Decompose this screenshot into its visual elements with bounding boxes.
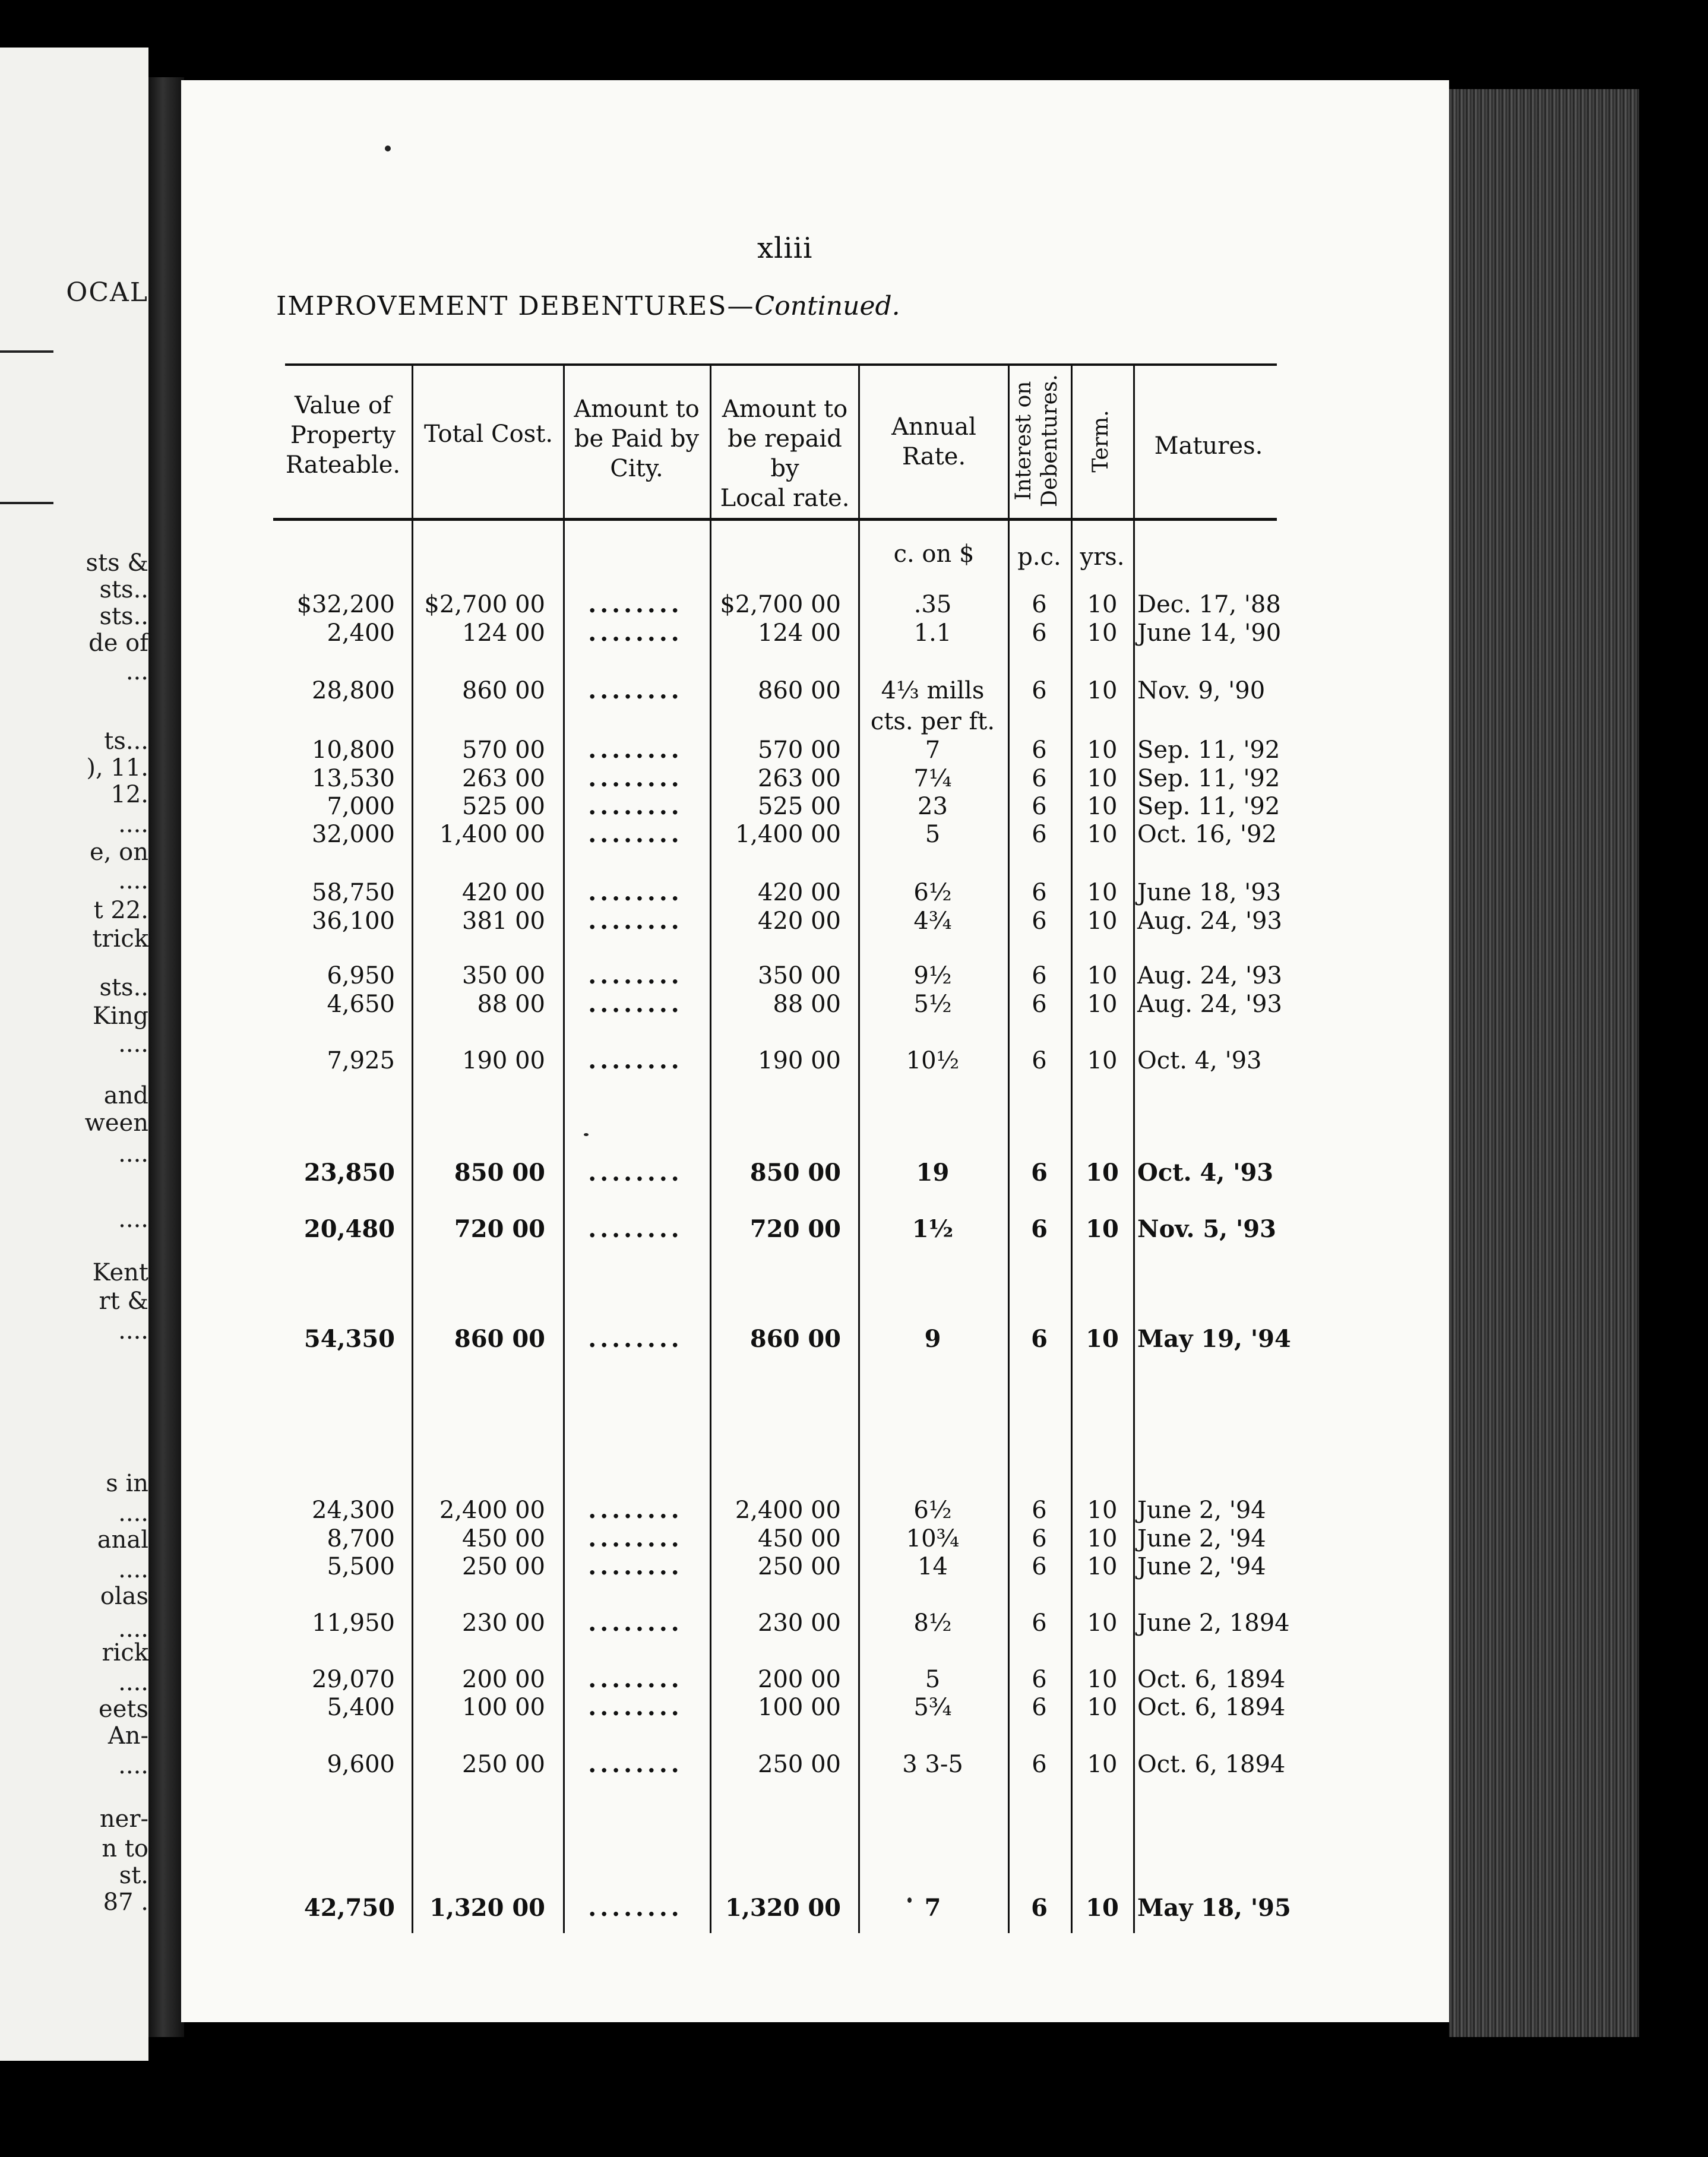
cell-total: 525 00 — [462, 793, 545, 820]
cell-local: 88 00 — [773, 991, 841, 1018]
cell-term: 10 — [1087, 677, 1118, 704]
cell-interest: 6 — [1032, 1694, 1047, 1721]
cell-local: 350 00 — [758, 962, 841, 989]
header-total-line: Total Cost. — [423, 420, 553, 448]
cell-local: 860 00 — [749, 1325, 841, 1353]
cell-total: 381 00 — [462, 907, 545, 935]
cell-interest: 6 — [1031, 1215, 1048, 1243]
cell-total: 350 00 — [462, 962, 545, 989]
cell-total: 1,320 00 — [429, 1894, 545, 1922]
cell-interest: 6 — [1031, 1894, 1048, 1922]
heading-continued: Continued. — [754, 291, 900, 321]
cell-local: 860 00 — [758, 677, 841, 704]
cell-term: 10 — [1087, 907, 1118, 935]
cell-total: 250 00 — [462, 1751, 545, 1778]
cell-city: ........ — [588, 1665, 683, 1693]
header-rate-line: Rate. — [902, 443, 966, 470]
header-value — [279, 391, 407, 480]
cell-matures: Aug. 24, '93 — [1137, 907, 1282, 935]
cell-term: 10 — [1087, 1525, 1118, 1552]
facing-rule — [0, 350, 53, 353]
cell-value: 28,800 — [312, 677, 395, 704]
cell-city: ........ — [588, 1159, 683, 1187]
cell-total: 860 00 — [454, 1325, 545, 1353]
facing-heading-fragment: OCAL — [66, 277, 148, 308]
cell-matures: Oct. 4, '93 — [1137, 1047, 1262, 1074]
cell-interest: 6 — [1031, 1325, 1048, 1353]
cell-total: 88 00 — [477, 991, 545, 1018]
cell-term: 10 — [1087, 821, 1118, 848]
print-speck — [584, 1133, 589, 1136]
cell-interest: 6 — [1031, 1159, 1048, 1187]
column-rule — [412, 365, 413, 1933]
cell-rate: 6½ — [913, 879, 952, 906]
cell-matures: Oct. 6, 1894 — [1137, 1666, 1286, 1693]
page-edges — [1449, 89, 1639, 2037]
facing-text-line: ), 11. — [86, 754, 148, 782]
table-top-rule — [285, 363, 1277, 366]
cell-value: 58,750 — [312, 879, 395, 906]
cell-city: ........ — [588, 1552, 683, 1580]
cell-total: 420 00 — [462, 879, 545, 906]
cell-city: ........ — [588, 878, 683, 906]
cell-term: 10 — [1086, 1215, 1119, 1243]
cell-interest: 6 — [1032, 991, 1047, 1018]
cell-matures: Sep. 11, '92 — [1137, 765, 1280, 792]
facing-text-line: and — [103, 1082, 148, 1109]
cell-value: 54,350 — [303, 1325, 395, 1353]
cell-interest: 6 — [1032, 1609, 1047, 1637]
cell-local: 250 00 — [758, 1751, 841, 1778]
cell-term: 10 — [1086, 1325, 1119, 1353]
cell-local: 525 00 — [758, 793, 841, 820]
cell-matures: June 2, '94 — [1137, 1525, 1266, 1552]
cell-rate: 10¾ — [906, 1525, 960, 1552]
cell-term: 10 — [1087, 1497, 1118, 1524]
cell-rate: 5 — [925, 1666, 941, 1693]
cell-value: 9,600 — [327, 1751, 395, 1778]
facing-text-line: de of — [88, 630, 148, 657]
cell-city: ........ — [588, 1750, 683, 1778]
cell-city: ........ — [588, 676, 683, 704]
facing-text-line: s in — [106, 1470, 148, 1497]
header-annual-rate — [861, 412, 1007, 472]
header-matures — [1137, 431, 1280, 461]
cell-local: 250 00 — [758, 1553, 841, 1580]
facing-text-line: .... — [118, 1206, 148, 1233]
cell-local: 420 00 — [758, 907, 841, 935]
cell-term: 10 — [1087, 1047, 1118, 1074]
cell-rate: 9½ — [913, 962, 952, 989]
cell-city: ........ — [588, 820, 683, 848]
cell-city: ........ — [588, 764, 683, 792]
cell-rate: 5¾ — [913, 1694, 952, 1721]
cell-total: 124 00 — [462, 619, 545, 647]
facing-text-line: 87 . — [103, 1889, 148, 1916]
header-total-cost — [416, 419, 561, 449]
cell-interest: 6 — [1032, 736, 1047, 764]
cell-matures: Sep. 11, '92 — [1137, 793, 1280, 820]
facing-text-line: .... — [118, 1556, 148, 1583]
cell-matures: Nov. 9, '90 — [1137, 677, 1266, 704]
facing-text-line: t 22. — [93, 897, 148, 924]
cell-value: 2,400 — [327, 619, 395, 647]
cell-city: ........ — [588, 962, 683, 989]
cell-rate: 1½ — [912, 1215, 954, 1243]
cell-term: 10 — [1087, 1666, 1118, 1693]
cell-value: 32,000 — [312, 821, 395, 848]
cell-value: 36,100 — [312, 907, 395, 935]
cell-term: 10 — [1086, 1894, 1119, 1922]
facing-text-line: sts.. — [99, 603, 148, 630]
cell-total: 570 00 — [462, 736, 545, 764]
cell-term: 10 — [1087, 736, 1118, 764]
cell-city: ........ — [588, 1894, 683, 1922]
facing-text-line: King — [92, 1002, 148, 1030]
cell-total: 230 00 — [462, 1609, 545, 1637]
cell-term: 10 — [1087, 879, 1118, 906]
cell-term: 10 — [1087, 1751, 1118, 1778]
cell-local: 450 00 — [758, 1525, 841, 1552]
cell-interest: 6 — [1032, 1553, 1047, 1580]
header-interest-line: Debentures. — [1038, 374, 1062, 507]
cell-local: 200 00 — [758, 1666, 841, 1693]
cell-term: 10 — [1087, 591, 1118, 618]
header-city-line: be Paid by — [574, 425, 700, 453]
cell-interest: 6 — [1032, 765, 1047, 792]
header-value-line: Value of — [295, 392, 391, 419]
cell-matures: Aug. 24, '93 — [1137, 962, 1282, 989]
cell-local: 420 00 — [758, 879, 841, 906]
cell-value: 42,750 — [303, 1894, 395, 1922]
cell-value: 8,700 — [327, 1525, 395, 1552]
header-interest-line: Interest on — [1011, 381, 1036, 501]
cell-total: 190 00 — [462, 1047, 545, 1074]
cell-local: 263 00 — [758, 765, 841, 792]
facing-text-line: An- — [107, 1722, 148, 1750]
table-heading — [276, 291, 900, 321]
header-term — [1088, 397, 1114, 486]
cell-interest: 6 — [1032, 1497, 1047, 1524]
cell-value: 13,530 — [312, 765, 395, 792]
facing-text-line: .... — [118, 811, 148, 838]
header-interest — [1011, 369, 1063, 512]
cell-value: 29,070 — [312, 1666, 395, 1693]
facing-text-line: .... — [118, 1140, 148, 1168]
cell-local: 100 00 — [758, 1694, 841, 1721]
cell-value: 6,950 — [327, 962, 395, 989]
cell-matures: June 14, '90 — [1137, 619, 1282, 647]
cell-city: ........ — [588, 590, 683, 618]
cell-interest: 6 — [1032, 591, 1047, 618]
cell-local: 230 00 — [758, 1609, 841, 1637]
cell-rate: 5 — [925, 821, 941, 848]
facing-text-line: ts... — [104, 728, 148, 755]
cell-interest: 6 — [1032, 619, 1047, 647]
facing-text-line: eets — [99, 1696, 148, 1723]
cell-matures: June 2, '94 — [1137, 1553, 1266, 1580]
cell-term: 10 — [1087, 1609, 1118, 1637]
cell-city: ........ — [588, 1609, 683, 1637]
cell-rate: 7 — [924, 1894, 941, 1922]
print-speck — [385, 146, 391, 151]
facing-text-line: rick — [102, 1639, 148, 1666]
cell-local: 190 00 — [758, 1047, 841, 1074]
cell-interest: 6 — [1032, 1525, 1047, 1552]
cell-rate: 10½ — [906, 1047, 960, 1074]
cell-total: 200 00 — [462, 1666, 545, 1693]
cell-rate: 7¼ — [913, 765, 952, 792]
cell-total: $2,700 00 — [424, 591, 545, 618]
cell-rate: 4¾ — [913, 907, 952, 935]
cell-value: 7,925 — [327, 1047, 395, 1074]
cell-matures: Oct. 16, '92 — [1137, 821, 1277, 848]
facing-rule — [0, 502, 53, 504]
cell-city: ........ — [588, 736, 683, 764]
cell-term: 10 — [1087, 619, 1118, 647]
cell-value: 5,400 — [327, 1694, 395, 1721]
cell-interest: 6 — [1032, 1666, 1047, 1693]
facing-text-line: rt & — [99, 1288, 148, 1315]
cell-matures: Oct. 6, 1894 — [1137, 1751, 1286, 1778]
cell-term: 10 — [1087, 1553, 1118, 1580]
cell-term: 10 — [1087, 793, 1118, 820]
cell-interest: 6 — [1032, 677, 1047, 704]
facing-text-line: .... — [118, 1030, 148, 1058]
header-local-line: be repaid by — [728, 425, 842, 482]
cell-rate: 23 — [918, 793, 948, 820]
facing-text-line: .... — [118, 867, 148, 894]
cell-rate: 9 — [924, 1325, 941, 1353]
facing-text-line: trick — [92, 925, 148, 953]
cell-rate: 3 3-5 — [902, 1751, 963, 1778]
cell-matures: May 19, '94 — [1137, 1325, 1291, 1353]
facing-text-line: 12. — [110, 781, 148, 808]
cell-city: ........ — [588, 1215, 683, 1243]
cell-interest: 6 — [1032, 793, 1047, 820]
facing-text-line: e, on — [90, 839, 148, 866]
cell-total: 263 00 — [462, 765, 545, 792]
cell-rate: 7 — [925, 736, 941, 764]
cell-city: ........ — [588, 1525, 683, 1552]
facing-page-fragment — [0, 48, 148, 2061]
unit-rate: c. on $ — [893, 540, 975, 568]
cell-matures: Aug. 24, '93 — [1137, 991, 1282, 1018]
cell-local: 570 00 — [758, 736, 841, 764]
cell-local: 850 00 — [749, 1159, 841, 1187]
heading-dash: — — [727, 291, 755, 321]
cell-value: 24,300 — [312, 1497, 395, 1524]
cell-local: $2,700 00 — [720, 591, 841, 618]
page-number: xliii — [757, 232, 813, 265]
cell-city: ........ — [588, 907, 683, 935]
cell-term: 10 — [1087, 765, 1118, 792]
cell-city: ........ — [588, 990, 683, 1018]
cell-interest: 6 — [1032, 821, 1047, 848]
cell-matures: Dec. 17, '88 — [1137, 591, 1281, 618]
cell-city: ........ — [588, 1046, 683, 1074]
cell-local: 124 00 — [758, 619, 841, 647]
cell-matures: June 2, '94 — [1137, 1497, 1266, 1524]
facing-text-line: anal — [97, 1526, 148, 1554]
cell-value: 20,480 — [303, 1215, 395, 1243]
facing-text-line: .... — [118, 1752, 148, 1779]
cell-matures: June 2, 1894 — [1137, 1609, 1290, 1637]
cell-city: ........ — [588, 1325, 683, 1353]
cell-total: 2,400 00 — [439, 1497, 545, 1524]
facing-text-line: olas — [100, 1583, 148, 1610]
header-bottom-rule — [273, 518, 1277, 521]
facing-text-line: ween — [84, 1109, 148, 1137]
cell-matures: Oct. 6, 1894 — [1137, 1694, 1286, 1721]
cell-term: 10 — [1087, 962, 1118, 989]
header-city-line: City. — [610, 455, 663, 482]
cell-matures: Oct. 4, '93 — [1137, 1159, 1274, 1187]
cell-matures: May 18, '95 — [1137, 1894, 1291, 1922]
header-city-line: Amount to — [574, 396, 700, 423]
facing-text-line: ner- — [99, 1805, 148, 1833]
cell-local: 720 00 — [749, 1215, 841, 1243]
unit-interest: p.c. — [1017, 543, 1061, 571]
facing-text-line: ... — [125, 658, 148, 685]
cell-interest: 6 — [1032, 1751, 1047, 1778]
cell-total: 100 00 — [462, 1694, 545, 1721]
facing-text-line: .... — [118, 1669, 148, 1696]
facing-text-line: .... — [118, 1500, 148, 1527]
cell-total: 250 00 — [462, 1553, 545, 1580]
facing-text-line: .... — [118, 1615, 148, 1643]
cell-rate: .35 — [913, 591, 952, 618]
facing-text-line: sts.. — [99, 974, 148, 1001]
cell-local: 2,400 00 — [735, 1497, 841, 1524]
heading-title: IMPROVEMENT DEBENTURES — [276, 291, 728, 321]
cell-interest: 6 — [1032, 1047, 1047, 1074]
cell-total: 850 00 — [454, 1159, 545, 1187]
cell-term: 10 — [1087, 1694, 1118, 1721]
facing-text-line: .... — [118, 1317, 148, 1345]
book-gutter — [148, 77, 184, 2037]
cell-value: 7,000 — [327, 793, 395, 820]
header-local-line: Amount to — [722, 396, 848, 423]
cell-matures: June 18, '93 — [1137, 879, 1282, 906]
cell-interest: 6 — [1032, 879, 1047, 906]
cell-rate: 19 — [916, 1159, 950, 1187]
cell-total: 720 00 — [454, 1215, 545, 1243]
cell-value: 4,650 — [327, 991, 395, 1018]
header-rate-line: Annual — [891, 413, 976, 441]
cell-city: ........ — [588, 1693, 683, 1721]
cell-rate: 14 — [918, 1553, 948, 1580]
cell-local: 1,320 00 — [725, 1894, 841, 1922]
cell-matures: Sep. 11, '92 — [1137, 736, 1280, 764]
header-value-line: Property — [290, 422, 396, 449]
cell-interest: 6 — [1032, 962, 1047, 989]
cell-interest: 6 — [1032, 907, 1047, 935]
cell-value: 10,800 — [312, 736, 395, 764]
cell-value: 5,500 — [327, 1553, 395, 1580]
header-matures-text: Matures. — [1154, 432, 1263, 460]
cell-term: 10 — [1086, 1159, 1119, 1187]
cell-value: 11,950 — [312, 1609, 395, 1637]
header-value-line: Rateable. — [285, 451, 401, 479]
cell-rate: 6½ — [913, 1497, 952, 1524]
cell-rate: 8½ — [913, 1609, 952, 1637]
column-rule — [1133, 365, 1135, 1933]
facing-text-line: sts & — [86, 549, 148, 577]
print-speck — [907, 1897, 912, 1903]
cell-term: 10 — [1087, 991, 1118, 1018]
header-local-rate — [713, 394, 857, 513]
header-city — [565, 394, 708, 483]
cell-total: 450 00 — [462, 1525, 545, 1552]
cell-city: ........ — [588, 792, 683, 820]
cell-local: 1,400 00 — [735, 821, 841, 848]
header-local-line: Local rate. — [720, 485, 850, 512]
unit-term: yrs. — [1080, 543, 1125, 571]
cell-total: 1,400 00 — [439, 821, 545, 848]
cell-value: $32,200 — [296, 591, 395, 618]
facing-text-line: sts.. — [99, 576, 148, 603]
cell-rate: 5½ — [913, 991, 952, 1018]
cell-total: 860 00 — [462, 677, 545, 704]
cell-value: 23,850 — [303, 1159, 395, 1187]
header-term-text: Term. — [1089, 410, 1113, 473]
cell-city: ........ — [588, 1496, 683, 1524]
facing-text-line: Kent — [92, 1259, 148, 1286]
cell-rate: 1.1 — [913, 619, 952, 647]
cell-matures: Nov. 5, '93 — [1137, 1215, 1276, 1243]
cell-rate: cts. per ft. — [870, 708, 995, 735]
facing-text-line: st. — [119, 1862, 148, 1889]
cell-rate: 4⅓ mills — [881, 677, 985, 704]
cell-city: ........ — [588, 619, 683, 647]
facing-text-line: n to — [102, 1835, 148, 1862]
